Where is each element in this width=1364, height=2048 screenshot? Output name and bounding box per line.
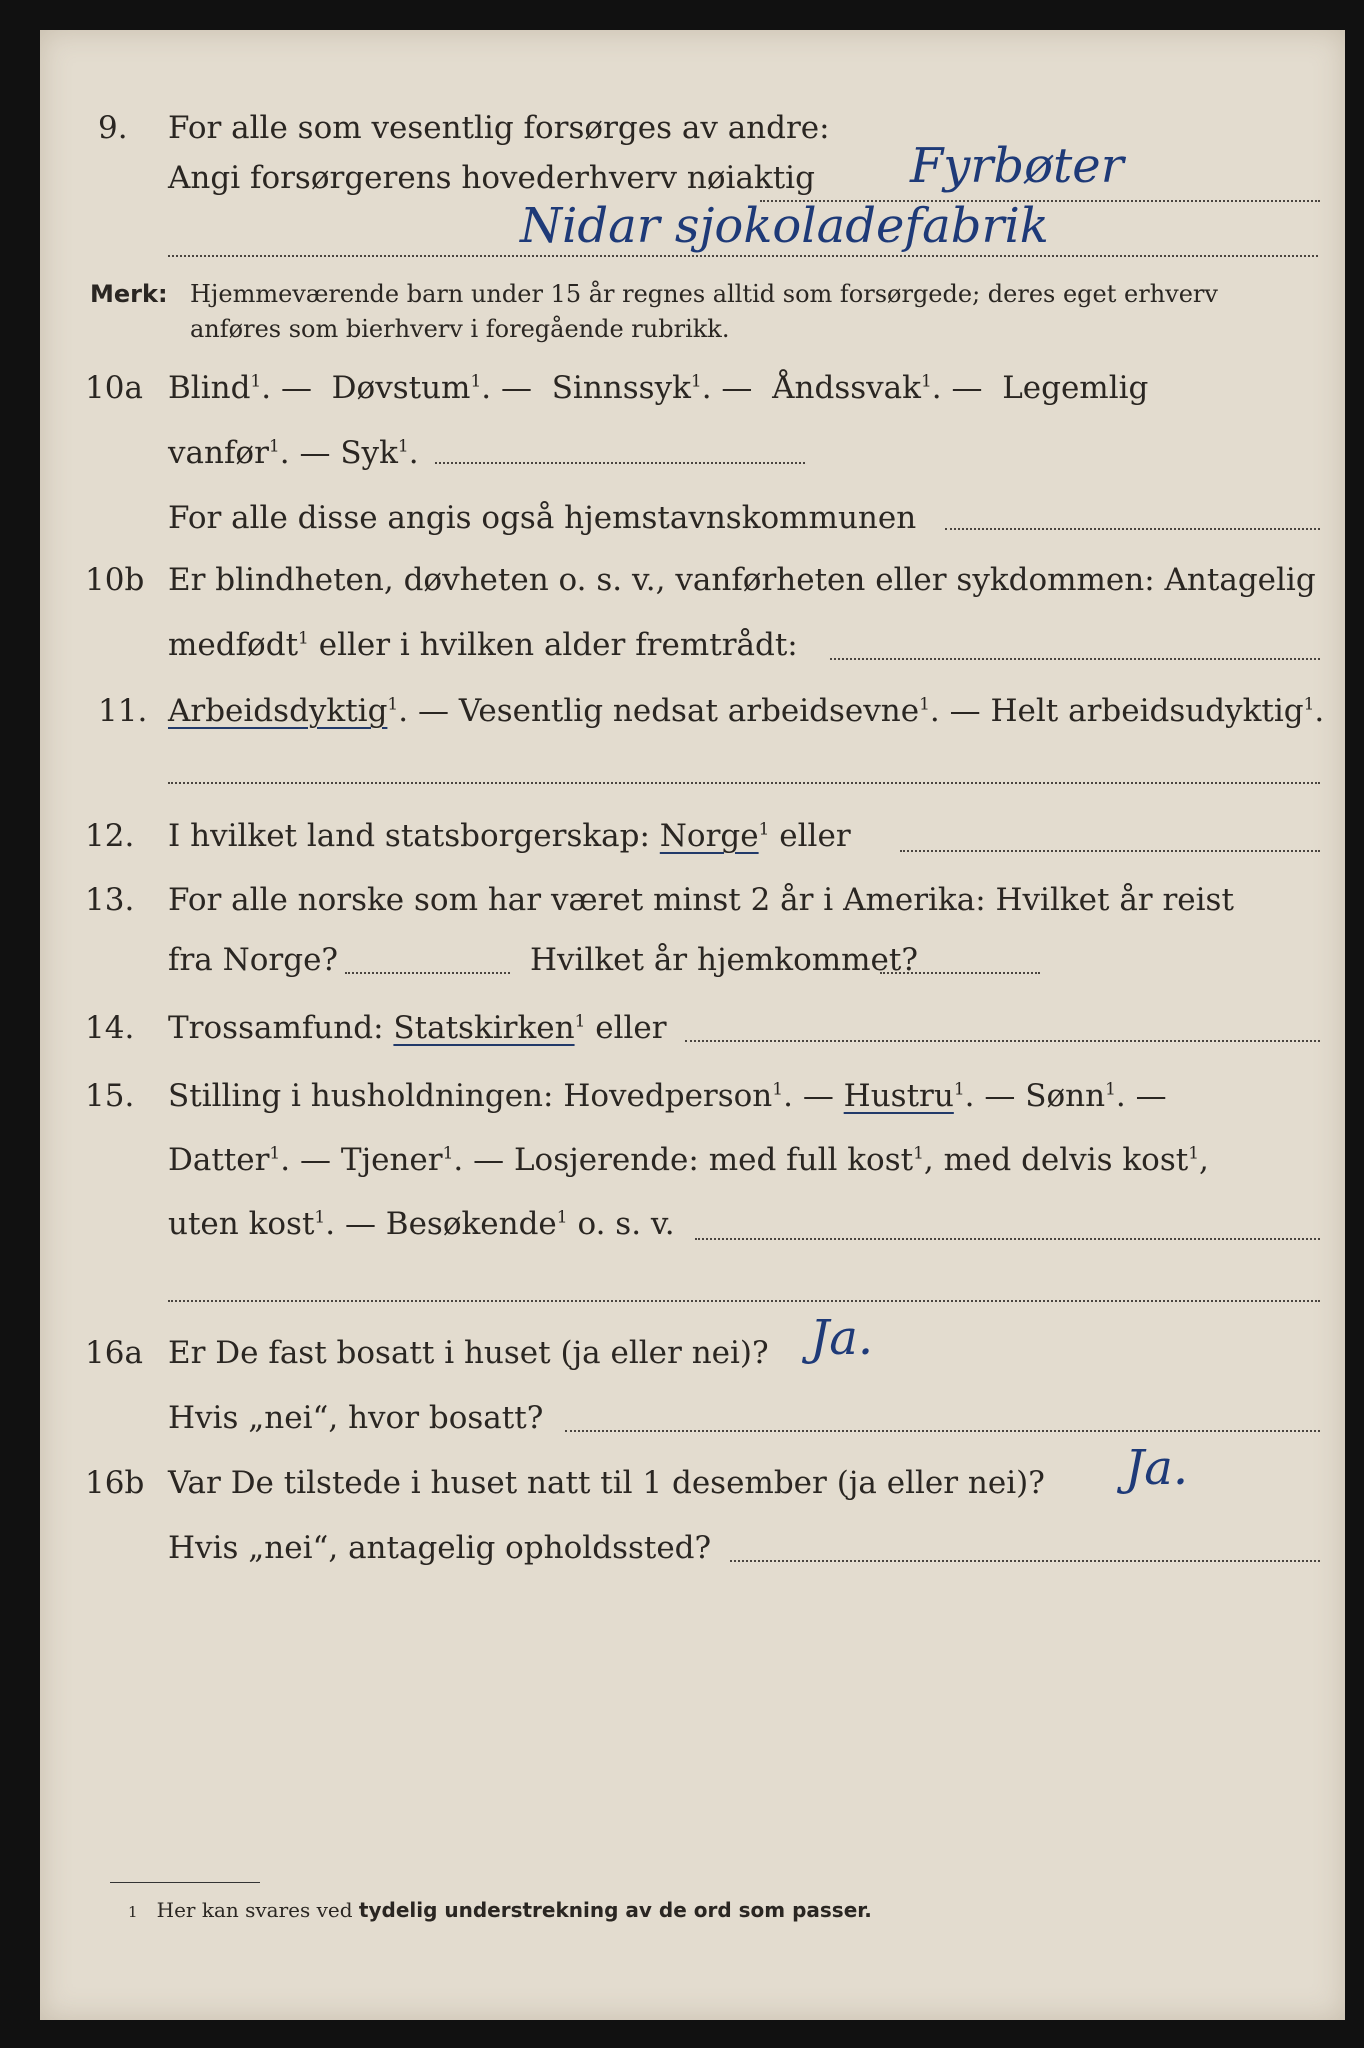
q9-answer-line-2: [168, 255, 1318, 257]
footnote-marker: 1: [1303, 694, 1315, 715]
q9-number: 9.: [98, 110, 128, 146]
footnote-marker: 1: [772, 1079, 784, 1100]
footnote-marker: 1: [953, 1079, 965, 1100]
footnote-marker: 1: [268, 436, 280, 457]
q10b-line1: Er blindheten, døvheten o. s. v., vanførheten eller sykdommen: Antagelig: [168, 562, 1316, 598]
footnote-marker: 1: [919, 694, 930, 715]
q15-losjerende: Losjerende: med full kost: [513, 1142, 914, 1178]
q12-eller: eller: [779, 818, 851, 854]
q10a-blind: Blind: [168, 370, 251, 406]
q10a-sinnssyk: Sinnssyk: [551, 370, 691, 406]
q15-uten: uten kost: [168, 1206, 315, 1242]
q15-answer-line-2: [168, 1300, 1320, 1302]
q9-line2: Angi forsørgerens hovederhverv nøiaktig: [168, 160, 815, 196]
q13-reist-line: [345, 972, 510, 974]
q15-tjener: Tjener: [340, 1142, 443, 1178]
q15-osv: o. s. v.: [577, 1206, 675, 1242]
q10b-line2: [168, 627, 798, 663]
q14-label: Trossamfund:: [168, 1010, 384, 1046]
q10a-legemlig: Legemlig: [1002, 370, 1149, 406]
q10a-line3: For alle disse angis også hjemstavnskommunen: [168, 500, 917, 536]
q9-line1: For alle som vesentlig forsørges av andre:: [168, 110, 830, 146]
q14-answer-line: [685, 1040, 1320, 1042]
footnote-marker: 1: [470, 371, 482, 392]
q16b-number: 16b: [85, 1465, 145, 1501]
q13-number: 13.: [85, 882, 135, 918]
q15-besokende: Besøkende: [385, 1206, 557, 1242]
q15-hovedperson: Hovedperson: [563, 1078, 773, 1114]
q15-hustru: Hustru: [843, 1078, 954, 1114]
q11-nedsat: Vesentlig nedsat arbeidsevne: [458, 693, 920, 729]
merk-line1: Hjemmeværende barn under 15 år regnes alltid som forsørgede; deres eget erhverv: [190, 280, 1218, 308]
q16a-number: 16a: [85, 1335, 143, 1371]
q12-answer-line: [900, 850, 1320, 852]
q11-udyktig: Helt arbeidsudyktig: [990, 693, 1304, 729]
q16b-line2: Hvis „nei“, antagelig opholdssted?: [168, 1530, 712, 1566]
q15-delvis: med delvis kost: [943, 1142, 1189, 1178]
q10b-alder: eller i hvilken alder fremtrådt:: [318, 627, 798, 663]
q10a-andssvak: Åndssvak: [772, 370, 921, 406]
q15-datter: Datter: [168, 1142, 270, 1178]
q16b-answer-line: [730, 1560, 1320, 1562]
q10b-number: 10b: [85, 562, 145, 598]
footnote-marker: 1: [314, 1207, 326, 1228]
census-form-page: [40, 30, 1345, 2020]
q15-line2: Datter$^1$. — Tjener$^1$. — Losjerende: med full kost$^1$, med delvis kost$^1$,: [168, 1142, 1209, 1178]
q10a-line1: Blind$^1$. — Døvstum$^1$. — Sinnssyk$^1$. — Åndssvak$^1$. — Legemlig: [168, 370, 1149, 406]
footnote-text: Her kan svares ved: [156, 1898, 353, 1922]
footnote-marker: 1: [269, 1143, 281, 1164]
footnote-marker: 1: [397, 436, 409, 457]
footnote: [128, 1898, 872, 1922]
q16b-handwritten-answer: Ja.: [1125, 1440, 1189, 1496]
q16a-answer-line: [565, 1430, 1320, 1432]
footnote-marker: 1: [690, 371, 702, 392]
q12-question: I hvilket land statsborgerskap:: [168, 818, 650, 854]
q12-number: 12.: [85, 818, 135, 854]
q11-line1: Arbeidsdyktig$^1$. — Vesentlig nedsat arbeidsevne$^1$. — Helt arbeidsudyktig$^1$.: [168, 693, 1325, 729]
q10b-medfodt: medfødt: [168, 627, 299, 663]
footnote-mark: 1: [128, 1903, 138, 1921]
q10a-dovstum: Døvstum: [331, 370, 471, 406]
q13-line1: For alle norske som har været minst 2 år i Amerika: Hvilket år reist: [168, 882, 1234, 918]
q9-handwritten-employer: Nidar sjokoladefabrik: [520, 198, 1049, 254]
q13-hjem: Hvilket år hjemkommet?: [530, 942, 918, 978]
footnote-marker: 1: [920, 371, 932, 392]
footnote-marker: 1: [1188, 1143, 1200, 1164]
q14-line: [168, 1010, 667, 1046]
merk-label: Merk:: [90, 280, 168, 308]
q10a-line2: vanfør$^1$. — Syk$^1$.: [168, 435, 419, 471]
q14-number: 14.: [85, 1010, 135, 1046]
q10a-vanfor: vanfør: [168, 435, 269, 471]
q15-line1: Stilling i husholdningen: Hovedperson$^1$. — Hustru$^1$. — Sønn$^1$. —: [168, 1078, 1167, 1114]
q16a-line2: Hvis „nei“, hvor bosatt?: [168, 1400, 544, 1436]
q15-number: 15.: [85, 1078, 135, 1114]
q10a-syk: Syk: [340, 435, 398, 471]
q16a-handwritten-answer: Ja.: [810, 1310, 874, 1366]
q12-line: [168, 818, 851, 854]
q11-number: 11.: [98, 693, 148, 729]
q10a-number: 10a: [85, 370, 143, 406]
q14-statskirken: Statskirken: [393, 1010, 575, 1046]
q10a-hjemstavn-line: [945, 528, 1320, 530]
q15-line3: uten kost$^1$. — Besøkende$^1$ o. s. v.: [168, 1206, 675, 1242]
footnote-marker: 1: [758, 819, 770, 840]
q11-answer-line: [168, 782, 1320, 784]
footnote-marker: 1: [1105, 1079, 1116, 1100]
q15-sonn: Sønn: [1025, 1078, 1106, 1114]
footnote-marker: 1: [387, 694, 399, 715]
q13-hjem-line: [880, 972, 1040, 974]
footnote-marker: 1: [574, 1011, 586, 1032]
q16a-line1: Er De fast bosatt i huset (ja eller nei)?: [168, 1335, 769, 1371]
footnote-marker: 1: [250, 371, 262, 392]
footnote-marker: 1: [556, 1207, 568, 1228]
merk-line2: anføres som bierhverv i foregående rubrikk.: [190, 315, 730, 343]
q9-handwritten-occupation: Fyrbøter: [910, 138, 1124, 194]
q12-norge: Norge: [659, 818, 759, 854]
q15-answer-line: [695, 1238, 1320, 1240]
footnote-marker: 1: [442, 1143, 454, 1164]
q14-eller: eller: [595, 1010, 667, 1046]
q10b-answer-line: [830, 658, 1320, 660]
q15-intro: Stilling i husholdningen:: [168, 1078, 554, 1114]
footnote-bold: tydelig understrekning av de ord som passer.: [358, 1898, 872, 1922]
footnote-marker: 1: [913, 1143, 924, 1164]
q16b-line1: Var De tilstede i huset natt til 1 desember (ja eller nei)?: [168, 1465, 1045, 1501]
footnote-marker: 1: [298, 628, 309, 649]
q13-reist: fra Norge?: [168, 942, 339, 978]
q11-arbeidsdyktig: Arbeidsdyktig: [168, 693, 388, 729]
q10a-answer-line: [435, 462, 805, 464]
footnote-rule: [110, 1882, 260, 1883]
